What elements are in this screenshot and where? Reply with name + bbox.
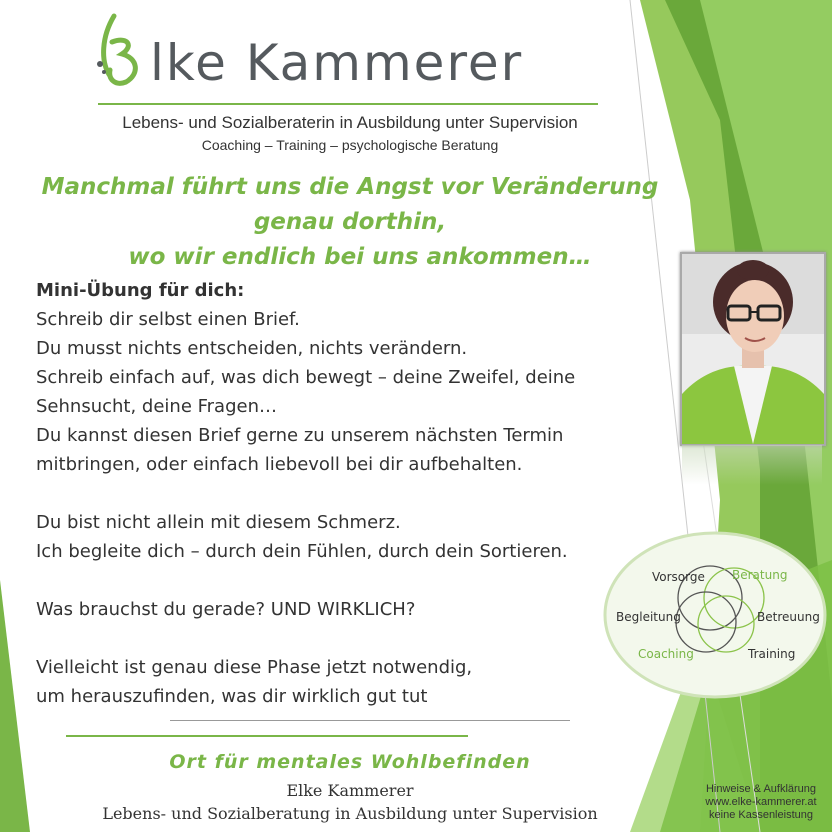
exercise-line: Du bist nicht allein mit diesem Schmerz. (36, 512, 401, 533)
quote-line: genau dorthin, (253, 209, 447, 235)
header-services: Coaching – Training – psychologische Beratung (201, 137, 499, 153)
photo-reflection (682, 445, 822, 485)
portrait-photo (680, 252, 826, 446)
exercise-line: Du musst nichts entscheiden, nichts verändern. (36, 338, 468, 359)
exercise-line: Schreib einfach auf, was dich bewegt – deine Zweifel, deine (36, 367, 576, 388)
exercise-line: Vielleicht ist genau diese Phase jetzt notwendig, (36, 657, 473, 678)
exercise-line: Schreib dir selbst einen Brief. (36, 309, 300, 330)
notice-line: keine Kassenleistung (709, 809, 813, 821)
quote-line: Manchmal führt uns die Angst vor Veränderung (41, 174, 659, 200)
venn-label-beratung: Beratung (732, 568, 788, 582)
footer-slogan: Ort für mentales Wohlbefinden (169, 751, 531, 773)
footer-description: Lebens- und Sozialberatung in Ausbildung unter Supervision (102, 804, 598, 823)
header-subtitle: Lebens- und Sozialberaterin in Ausbildung unter Supervision (122, 113, 578, 132)
notice-block (694, 783, 828, 822)
exercise-heading: Mini-Übung für dich: (36, 280, 245, 301)
exercise-line: Du kannst diesen Brief gerne zu unserem nächsten Termin (36, 425, 564, 446)
venn-label-begleitung: Begleitung (616, 610, 681, 624)
venn-label-vorsorge: Vorsorge (652, 570, 705, 584)
website-link[interactable]: www.elke-kammerer.at (705, 796, 817, 808)
divider-green (66, 735, 468, 737)
logo-underline (98, 103, 598, 105)
venn-label-betreuung: Betreuung (757, 610, 820, 624)
exercise-line: Ich begleite dich – durch dein Fühlen, durch dein Sortieren. (36, 541, 568, 562)
services-venn-diagram (602, 530, 828, 700)
quote (0, 170, 700, 275)
divider (170, 720, 570, 721)
venn-label-training: Training (748, 647, 796, 661)
notice-line: Hinweise & Aufklärung (705, 783, 817, 795)
exercise-text (36, 276, 636, 711)
footer-name: Elke Kammerer (286, 781, 414, 800)
exercise-line: Sehnsucht, deine Fragen… (36, 396, 277, 417)
venn-label-coaching: Coaching (638, 647, 694, 661)
exercise-question: Was brauchst du gerade? UND WIRKLICH? (36, 599, 416, 620)
quote-line: wo wir endlich bei uns ankommen… (128, 244, 592, 270)
exercise-line: um herauszufinden, was dir wirklich gut tut (36, 686, 428, 707)
exercise-line: mitbringen, oder einfach liebevoll bei dir aufbehalten. (36, 454, 523, 475)
logo-text: lke Kammerer (150, 34, 524, 92)
